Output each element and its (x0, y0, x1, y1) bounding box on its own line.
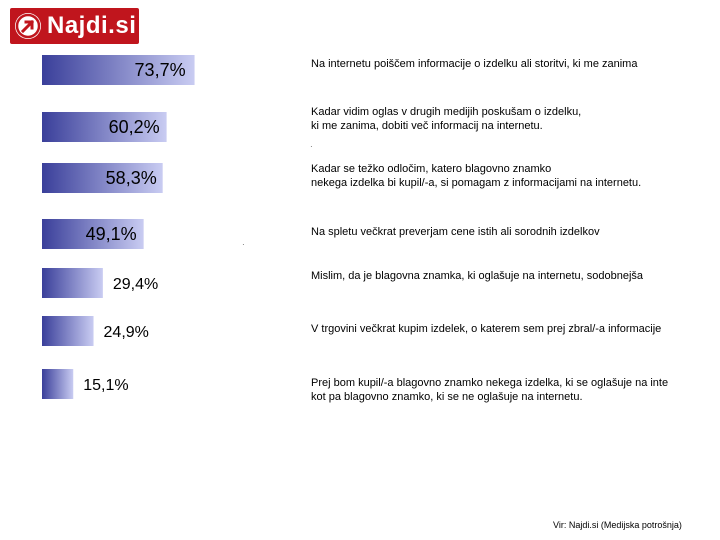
statement-5 (311, 269, 720, 283)
statement-4 (311, 225, 720, 239)
bar-value-label-6: 24,9% (103, 324, 149, 341)
statement-6 (311, 322, 720, 336)
bar-value-label-1: 73,7% (134, 60, 186, 80)
statement-3 (311, 162, 720, 190)
bar-chart (0, 0, 300, 540)
bar-value-label-3: 58,3% (105, 168, 157, 188)
statement-line: Na internetu poiščem informacije o izdelku ali storitvi, ki me zanima (311, 58, 638, 70)
statement-1 (311, 57, 720, 71)
bar-6 (42, 316, 94, 346)
statement-line: Prej bom kupil/-a blagovno znamko nekega izdelka, ki se oglašuje na inte (311, 377, 669, 389)
statement-7 (311, 376, 720, 404)
bar-5 (42, 268, 103, 298)
statement-2 (311, 105, 720, 133)
statement-line: ki me zanima, dobiti več informacij na internetu. (311, 120, 543, 132)
statement-line: kot pa blagovno znamko, ki se ne oglašuje na internetu. (311, 391, 583, 403)
bar-value-label-4: 49,1% (85, 224, 137, 244)
statement-line: Na spletu večkrat preverjam cene istih ali sorodnih izdelkov (311, 226, 600, 238)
source-note: Vir: Najdi.si (Medijska potrošnja) (553, 520, 682, 530)
statement-line: Kadar se težko odločim, katero blagovno znamko (311, 163, 552, 175)
bar-value-label-7: 15,1% (83, 377, 129, 394)
logo-text: Najdi.si (47, 12, 137, 39)
stray-dot: · (310, 142, 313, 151)
statement-line: V trgovini večkrat kupim izdelek, o katerem sem prej zbral/-a informacije (311, 323, 662, 335)
statement-line: Kadar vidim oglas v drugih medijih poskušam o izdelku, (311, 106, 582, 118)
stray-dot: · (242, 240, 245, 249)
bar-7 (42, 369, 73, 399)
statement-line: Mislim, da je blagovna znamka, ki oglašuje na internetu, sodobnejša (311, 270, 644, 282)
bar-value-label-2: 60,2% (108, 117, 160, 137)
statement-line: nekega izdelka bi kupil/-a, si pomagam z informacijami na internetu. (311, 177, 642, 189)
bar-value-label-5: 29,4% (112, 276, 159, 293)
